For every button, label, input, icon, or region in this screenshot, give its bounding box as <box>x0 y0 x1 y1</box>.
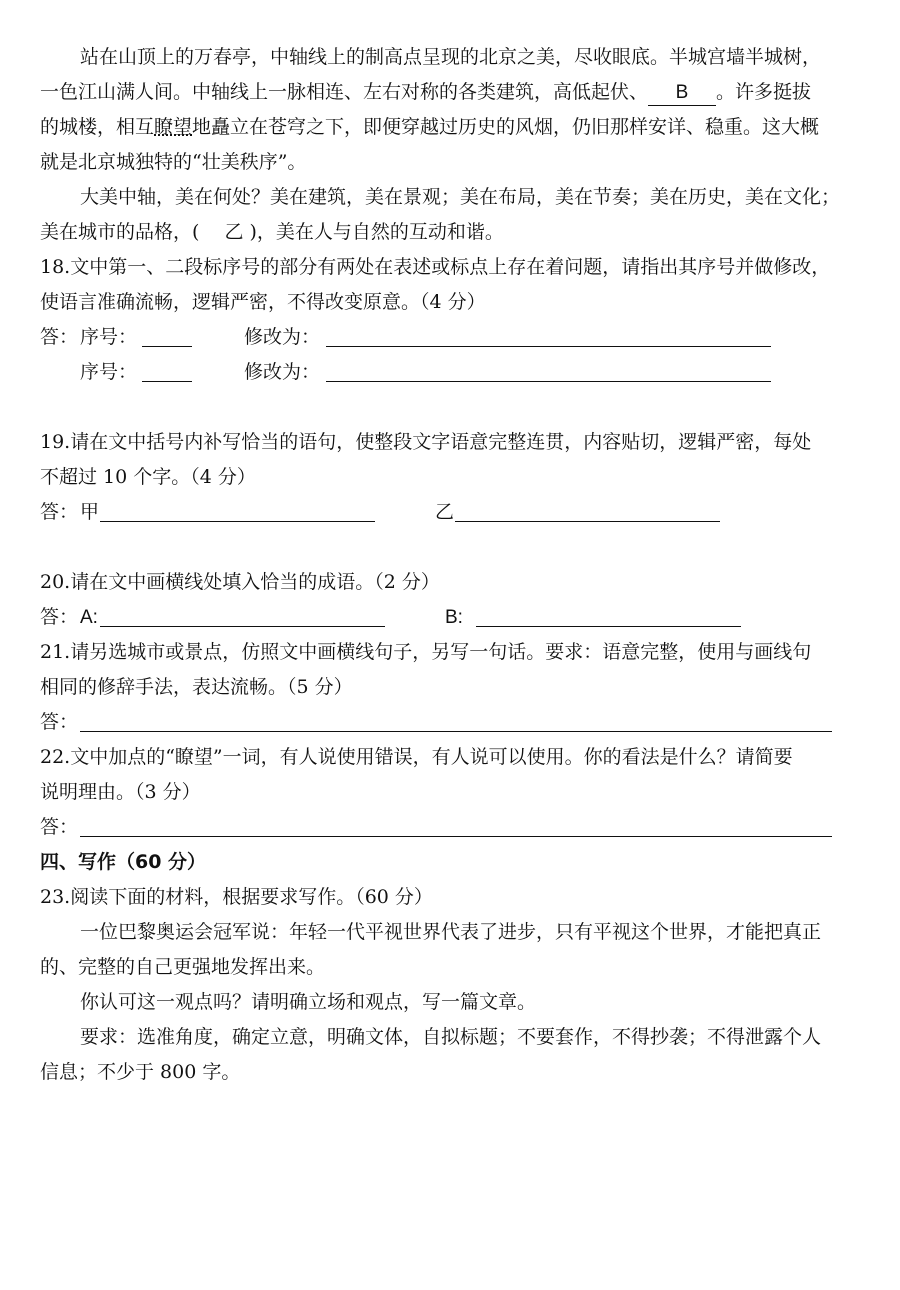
q18-seq-blank-1[interactable] <box>142 346 192 347</box>
q18-line1: 18.文中第一、二段标序号的部分有两处在表述或标点上存在着问题，请指出其序号并做修改， <box>40 256 831 278</box>
q22-line1: 22.文中加点的“瞭望”一词，有人说使用错误，有人说可以使用。你的看法是什么？请简要 <box>40 746 793 768</box>
q18-answer-row-2 <box>40 355 865 390</box>
q18-seq-blank-2[interactable] <box>142 381 192 382</box>
blank-b: B <box>648 81 716 106</box>
q18-answer-prefix: 答： <box>40 326 79 348</box>
passage-p1-line1: 站在山顶上的万春亭，中轴线上的制高点呈现的北京之美，尽收眼底。半城宫墙半城树， <box>80 46 822 68</box>
q22-line2: 说明理由。（3 分） <box>40 781 201 803</box>
passage-p1-line3 <box>40 110 865 145</box>
passage-p1-line2 <box>40 75 865 110</box>
q23-line: 23.阅读下面的材料，根据要求写作。（60 分） <box>40 886 433 908</box>
q18-modify-label: 修改为： <box>244 326 321 348</box>
q22-answer-prefix: 答： <box>40 816 79 838</box>
q19-line2: 不超过 10 个字。（4 分） <box>40 466 256 488</box>
q20-line1: 20.请在文中画横线处填入恰当的成语。（2 分） <box>40 571 440 593</box>
dotted-word: 瞭望 <box>154 116 193 138</box>
q19-label-a: 甲 <box>80 501 100 523</box>
q18-line2: 使语言准确流畅，逻辑严密，不得改变原意。（4 分） <box>40 291 486 313</box>
requirements-line1: 要求：选准角度，确定立意，明确文体，自拟标题；不要套作，不得抄袭；不得泄露个人 <box>80 1026 822 1048</box>
q19-line1: 19.请在文中括号内补写恰当的语句，使整段文字语意完整连贯，内容贴切，逻辑严密，每处 <box>40 431 812 453</box>
passage-p1-line2-b: 。许多挺拔 <box>716 81 812 103</box>
q18-modify-blank-1[interactable] <box>326 346 771 347</box>
q21-line1: 21.请另选城市或景点，仿照文中画横线句子，另写一句话。要求：语意完整，使用与画线句 <box>40 641 812 663</box>
passage-p2-line1: 大美中轴，美在何处？美在建筑，美在景观；美在布局，美在节奏；美在历史，美在文化； <box>80 186 841 208</box>
q19-label-b: 乙 <box>435 501 455 523</box>
q21-line2: 相同的修辞手法，表达流畅。（5 分） <box>40 676 353 698</box>
q18-modify-blank-2[interactable] <box>326 381 771 382</box>
passage-p1-line4: 就是北京城独特的“壮美秩序”。 <box>40 151 307 173</box>
q18-modify-label: 修改为： <box>244 361 321 383</box>
q19-answer-prefix: 答： <box>40 501 79 523</box>
q18-seq-label: 序号： <box>80 326 138 348</box>
q18-answer-row-1 <box>40 320 865 355</box>
q21-answer-row <box>40 705 865 740</box>
material-line1: 一位巴黎奥运会冠军说：年轻一代平视世界代表了进步，只有平视这个世界，才能把真正 <box>80 921 822 943</box>
q20-answer-row <box>40 600 865 635</box>
q20-label-a: A: <box>80 607 98 628</box>
q18-seq-label: 序号： <box>80 361 138 383</box>
q21-answer-prefix: 答： <box>40 711 79 733</box>
section4-heading: 四、写作（60 分） <box>40 851 207 873</box>
q20-blank-a[interactable] <box>100 626 385 627</box>
passage-p1-line3-a: 的城楼，相互 <box>40 116 155 138</box>
q20-blank-b[interactable] <box>476 626 741 627</box>
q19-answer-row <box>40 495 865 530</box>
q20-answer-prefix: 答： <box>40 606 79 628</box>
requirements-line2: 信息；不少于 800 字。 <box>40 1061 241 1083</box>
passage-p1-line3-b: 地矗立在苍穹之下，即便穿越过历史的风烟，仍旧那样安详、稳重。这大概 <box>192 116 820 138</box>
exam-page <box>40 40 865 1090</box>
writing-prompt: 你认可这一观点吗？请明确立场和观点，写一篇文章。 <box>80 991 537 1013</box>
q19-blank-a[interactable] <box>100 521 375 522</box>
q21-answer-blank[interactable] <box>80 731 832 732</box>
q22-answer-blank[interactable] <box>80 836 832 837</box>
passage-p1-line2-a: 一色江山满人间。中轴线上一脉相连、左右对称的各类建筑，高低起伏、 <box>40 81 649 103</box>
material-line2: 的、完整的自己更强地发挥出来。 <box>40 956 326 978</box>
q20-label-b: B: <box>445 607 463 628</box>
q19-blank-b[interactable] <box>455 521 720 522</box>
passage-p2-line2: 美在城市的品格，( 乙 )，美在人与自然的互动和谐。 <box>40 221 504 243</box>
q22-answer-row <box>40 810 865 845</box>
